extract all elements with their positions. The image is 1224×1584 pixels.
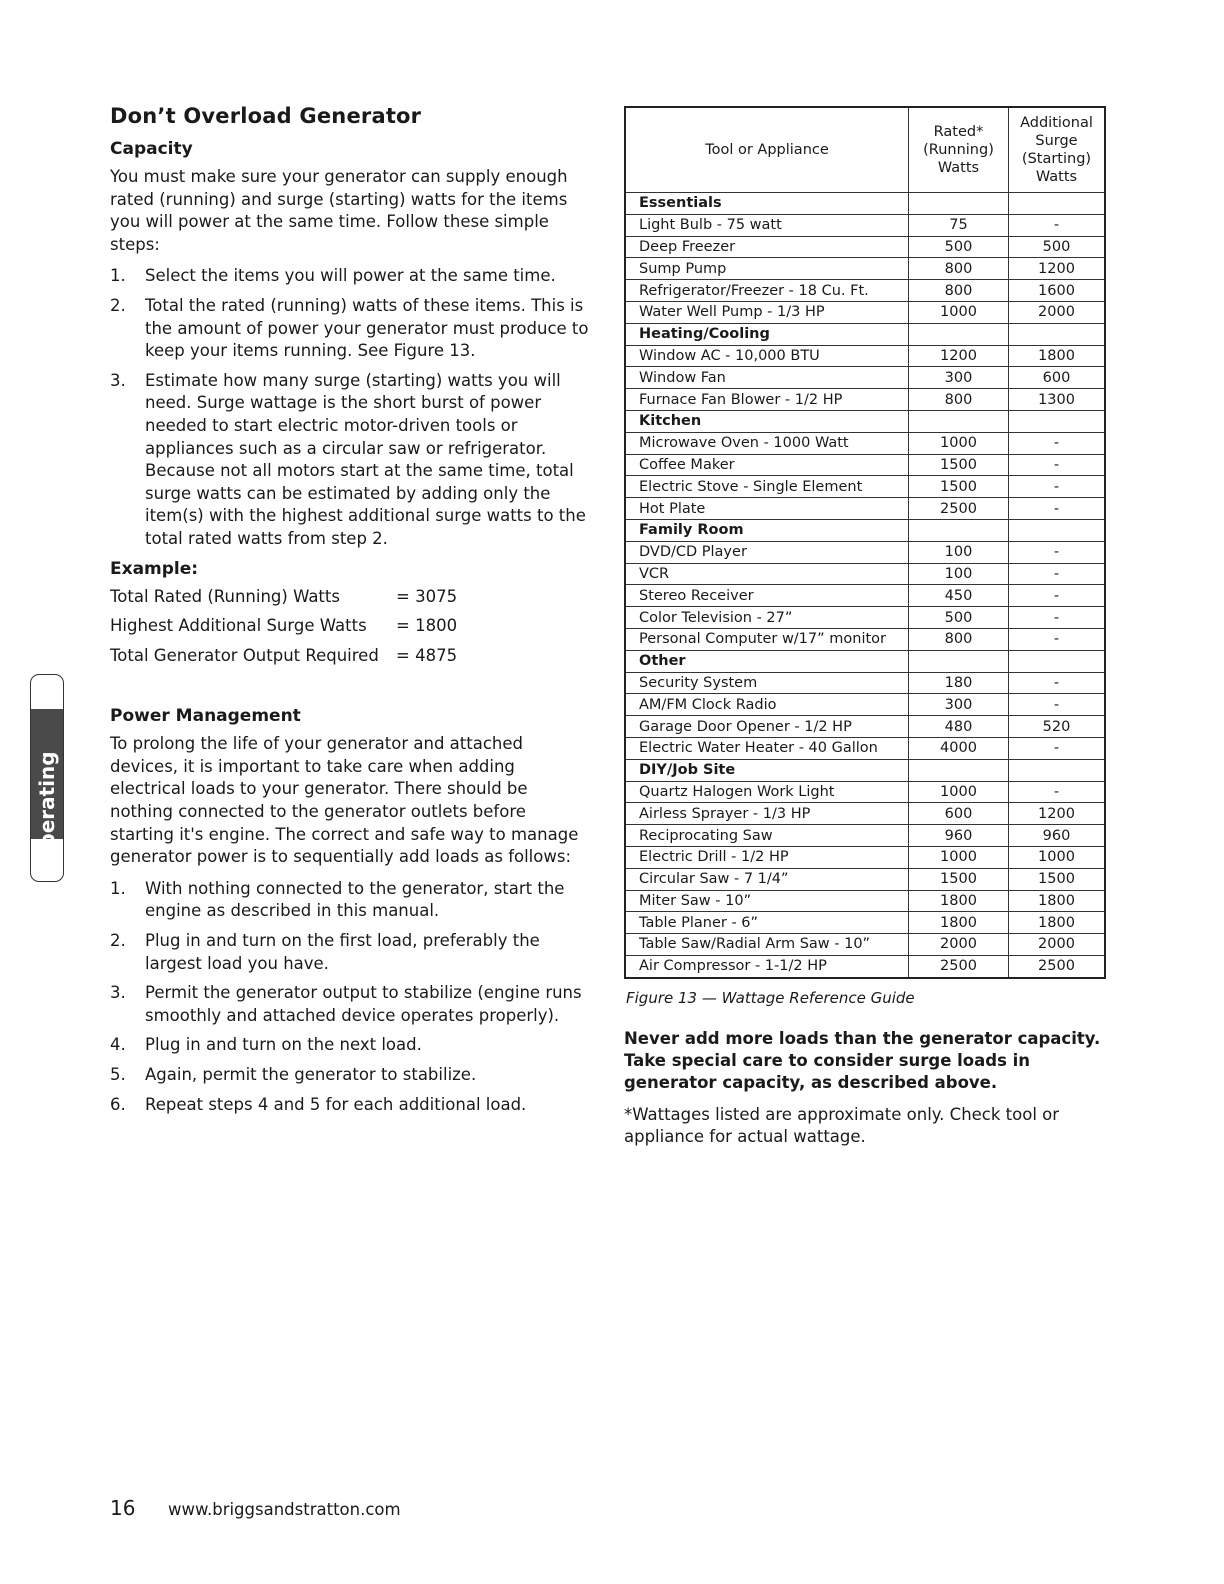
website-url: www.briggsandstratton.com <box>168 1500 401 1519</box>
step-text: Total the rated (running) watts of these items. This is the amount of power your generator must produce to keep your items running. See Figure 13. <box>145 295 589 361</box>
rated-watts: 450 <box>909 585 1009 607</box>
empty-cell <box>1009 650 1106 672</box>
appliance-name: Electric Drill - 1/2 HP <box>625 846 909 868</box>
category-row <box>625 519 1105 541</box>
surge-watts: - <box>1009 737 1106 759</box>
capacity-heading: Capacity <box>110 139 193 159</box>
category-name: Heating/Cooling <box>625 323 909 345</box>
empty-cell <box>909 193 1009 215</box>
table-row <box>625 716 1105 738</box>
example-row <box>110 586 590 609</box>
overload-warning: Never add more loads than the generator capacity. Take special care to consider surge loads in generator capacity, as described above. <box>624 1028 1101 1092</box>
table-row <box>625 585 1105 607</box>
surge-watts: 520 <box>1009 716 1106 738</box>
rated-watts: 600 <box>909 803 1009 825</box>
page-number: 16 <box>110 1496 136 1520</box>
surge-watts: 600 <box>1009 367 1106 389</box>
surge-watts: - <box>1009 781 1106 803</box>
surge-watts: 1000 <box>1009 846 1106 868</box>
table-row <box>625 258 1105 280</box>
appliance-name: Window Fan <box>625 367 909 389</box>
empty-cell <box>1009 193 1106 215</box>
wattage-table <box>624 106 1106 979</box>
rated-watts: 800 <box>909 280 1009 302</box>
table-row <box>625 280 1105 302</box>
step-number: 6. <box>110 1094 126 1114</box>
appliance-name: Refrigerator/Freezer - 18 Cu. Ft. <box>625 280 909 302</box>
table-row <box>625 367 1105 389</box>
rated-watts: 1200 <box>909 345 1009 367</box>
surge-watts: 1800 <box>1009 345 1106 367</box>
rated-watts: 75 <box>909 214 1009 236</box>
rated-watts: 480 <box>909 716 1009 738</box>
category-row <box>625 323 1105 345</box>
rated-watts: 1000 <box>909 301 1009 323</box>
empty-cell <box>909 323 1009 345</box>
surge-watts: - <box>1009 432 1106 454</box>
appliance-name: Stereo Receiver <box>625 585 909 607</box>
appliance-name: Miter Saw - 10” <box>625 890 909 912</box>
step-text: Estimate how many surge (starting) watts you will need. Surge wattage is the short burst of power needed to start electric motor-driven tools or appliances such as a circular saw or refrigerator. Because not all motors start at the same time, total surge watts can be estimated by adding only the item(s) with the highest additional surge watts to the total rated watts from step 2. <box>145 370 586 548</box>
surge-watts: - <box>1009 563 1106 585</box>
surge-watts: - <box>1009 628 1106 650</box>
appliance-name: AM/FM Clock Radio <box>625 694 909 716</box>
category-name: Kitchen <box>625 410 909 432</box>
step-text: Plug in and turn on the first load, preferably the largest load you have. <box>145 931 540 973</box>
appliance-name: Water Well Pump - 1/3 HP <box>625 301 909 323</box>
right-column <box>624 106 1110 1148</box>
empty-cell <box>1009 323 1106 345</box>
step-number: 3. <box>110 983 126 1003</box>
table-row <box>625 825 1105 847</box>
surge-watts: 500 <box>1009 236 1106 258</box>
step-number: 5. <box>110 1065 126 1084</box>
appliance-name: Airless Sprayer - 1/3 HP <box>625 803 909 825</box>
rated-watts: 180 <box>909 672 1009 694</box>
wattage-footnote: *Wattages listed are approximate only. Check tool or appliance for actual wattage. <box>624 1104 1060 1146</box>
step-text: With nothing connected to the generator, start the engine as described in this manual. <box>145 878 565 921</box>
example-row <box>110 645 590 668</box>
rated-watts: 300 <box>909 694 1009 716</box>
page-footer <box>110 1496 401 1520</box>
example-value: = 1800 <box>396 616 458 636</box>
figure-caption: Figure 13 — Wattage Reference Guide <box>626 988 915 1007</box>
table-row <box>625 236 1105 258</box>
empty-cell <box>909 519 1009 541</box>
category-row <box>625 410 1105 432</box>
rated-watts: 300 <box>909 367 1009 389</box>
step-text: Repeat steps 4 and 5 for each additional load. <box>145 1094 527 1114</box>
power-management-step-1 <box>110 878 590 923</box>
rated-watts: 960 <box>909 825 1009 847</box>
power-management-step-3 <box>110 982 590 1027</box>
rated-watts: 1500 <box>909 868 1009 890</box>
category-row <box>625 650 1105 672</box>
example-label: Highest Additional Surge Watts <box>110 616 367 636</box>
example-value: = 4875 <box>396 645 458 665</box>
surge-watts: 1800 <box>1009 890 1106 912</box>
empty-cell <box>909 410 1009 432</box>
rated-watts: 2000 <box>909 934 1009 956</box>
power-management-step-6 <box>110 1094 590 1117</box>
appliance-name: Hot Plate <box>625 498 909 520</box>
table-row <box>625 498 1105 520</box>
appliance-name: Table Saw/Radial Arm Saw - 10” <box>625 934 909 956</box>
power-management-heading: Power Management <box>110 706 301 727</box>
appliance-name: Furnace Fan Blower - 1/2 HP <box>625 389 909 411</box>
rated-watts: 800 <box>909 258 1009 280</box>
appliance-name: Table Planer - 6” <box>625 912 909 934</box>
step-text: Permit the generator output to stabilize (engine runs smoothly and attached device operates properly). <box>145 983 582 1025</box>
capacity-steps-list <box>110 265 590 550</box>
empty-cell <box>1009 519 1106 541</box>
rated-watts: 800 <box>909 628 1009 650</box>
rated-watts: 100 <box>909 563 1009 585</box>
appliance-name: Light Bulb - 75 watt <box>625 214 909 236</box>
surge-watts: - <box>1009 476 1106 498</box>
capacity-intro: You must make sure your generator can supply enough rated (running) and surge (starting) watts for the items you will power at the same time. Follow these simple steps: <box>110 167 568 254</box>
table-row <box>625 389 1105 411</box>
example-label: Total Generator Output Required <box>110 645 379 665</box>
table-body <box>625 193 1105 978</box>
appliance-name: Deep Freezer <box>625 236 909 258</box>
appliance-name: DVD/CD Player <box>625 541 909 563</box>
rated-watts: 1000 <box>909 432 1009 454</box>
surge-watts: 1200 <box>1009 258 1106 280</box>
appliance-name: Quartz Halogen Work Light <box>625 781 909 803</box>
category-name: Other <box>625 650 909 672</box>
table-row <box>625 607 1105 629</box>
table-row <box>625 868 1105 890</box>
appliance-name: Color Television - 27” <box>625 607 909 629</box>
table-row <box>625 628 1105 650</box>
section-tab-label: Operating <box>35 751 59 865</box>
step-text: Select the items you will power at the same time. <box>145 266 556 286</box>
appliance-name: Air Compressor - 1-1/2 HP <box>625 955 909 977</box>
surge-watts: - <box>1009 498 1106 520</box>
appliance-name: Coffee Maker <box>625 454 909 476</box>
table-row <box>625 301 1105 323</box>
empty-cell <box>1009 759 1106 781</box>
table-row <box>625 803 1105 825</box>
page-title: Don’t Overload Generator <box>110 104 422 128</box>
rated-watts: 4000 <box>909 737 1009 759</box>
power-management-step-4 <box>110 1034 590 1057</box>
example-value: = 3075 <box>396 586 458 606</box>
example-label: Total Rated (Running) Watts <box>110 586 340 606</box>
table-header-row <box>625 107 1105 193</box>
surge-watts: - <box>1009 454 1106 476</box>
table-row <box>625 345 1105 367</box>
category-name: Family Room <box>625 519 909 541</box>
table-row <box>625 214 1105 236</box>
capacity-step-1 <box>110 265 590 288</box>
rated-watts: 2500 <box>909 955 1009 977</box>
surge-watts: 2000 <box>1009 301 1106 323</box>
rated-watts: 1000 <box>909 781 1009 803</box>
surge-watts: - <box>1009 585 1106 607</box>
empty-cell <box>1009 410 1106 432</box>
appliance-name: Circular Saw - 7 1/4” <box>625 868 909 890</box>
surge-watts: 2500 <box>1009 955 1106 977</box>
surge-watts: - <box>1009 672 1106 694</box>
empty-cell <box>909 650 1009 672</box>
table-row <box>625 890 1105 912</box>
surge-watts: - <box>1009 694 1106 716</box>
appliance-name: Microwave Oven - 1000 Watt <box>625 432 909 454</box>
category-row <box>625 193 1105 215</box>
surge-watts: 960 <box>1009 825 1106 847</box>
section-tab-band <box>31 709 63 865</box>
appliance-name: VCR <box>625 563 909 585</box>
step-text: Plug in and turn on the next load. <box>145 1035 422 1055</box>
category-name: DIY/Job Site <box>625 759 909 781</box>
category-row <box>625 759 1105 781</box>
example-heading: Example: <box>110 558 199 579</box>
power-management-intro: To prolong the life of your generator and attached devices, it is important to take care when adding electrical loads to your generator. There should be nothing connected to the generator outlets before starting it's engine. The correct and safe way to manage generator power is to sequentially add loads as follows: <box>110 734 579 867</box>
surge-watts: 1600 <box>1009 280 1106 302</box>
surge-watts: 1500 <box>1009 868 1106 890</box>
capacity-step-2 <box>110 295 590 363</box>
table-row <box>625 737 1105 759</box>
table-row <box>625 541 1105 563</box>
appliance-name: Personal Computer w/17” monitor <box>625 628 909 650</box>
capacity-step-3 <box>110 370 590 551</box>
header-surge-watts: Additional Surge (Starting) Watts <box>1009 107 1106 193</box>
surge-watts: 1300 <box>1009 389 1106 411</box>
table-row <box>625 454 1105 476</box>
rated-watts: 1000 <box>909 846 1009 868</box>
appliance-name: Reciprocating Saw <box>625 825 909 847</box>
appliance-name: Window AC - 10,000 BTU <box>625 345 909 367</box>
table-row <box>625 955 1105 977</box>
power-management-step-2 <box>110 930 590 975</box>
table-row <box>625 912 1105 934</box>
appliance-name: Electric Water Heater - 40 Gallon <box>625 737 909 759</box>
surge-watts: - <box>1009 214 1106 236</box>
table-row <box>625 934 1105 956</box>
left-column <box>110 138 590 1123</box>
rated-watts: 800 <box>909 389 1009 411</box>
rated-watts: 1500 <box>909 476 1009 498</box>
rated-watts: 100 <box>909 541 1009 563</box>
table-row <box>625 563 1105 585</box>
example-row <box>110 615 590 638</box>
appliance-name: Garage Door Opener - 1/2 HP <box>625 716 909 738</box>
surge-watts: 1200 <box>1009 803 1106 825</box>
rated-watts: 500 <box>909 236 1009 258</box>
surge-watts: 2000 <box>1009 934 1106 956</box>
step-number: 1. <box>110 266 126 286</box>
appliance-name: Electric Stove - Single Element <box>625 476 909 498</box>
rated-watts: 1800 <box>909 890 1009 912</box>
step-number: 2. <box>110 295 126 315</box>
table-row <box>625 694 1105 716</box>
table-row <box>625 846 1105 868</box>
rated-watts: 2500 <box>909 498 1009 520</box>
power-management-steps-list <box>110 878 590 1116</box>
table-row <box>625 432 1105 454</box>
surge-watts: - <box>1009 607 1106 629</box>
table-row <box>625 476 1105 498</box>
table-row <box>625 672 1105 694</box>
appliance-name: Security System <box>625 672 909 694</box>
section-tab <box>30 674 64 882</box>
surge-watts: - <box>1009 541 1106 563</box>
example-rows <box>110 586 590 668</box>
rated-watts: 1500 <box>909 454 1009 476</box>
step-number: 1. <box>110 878 126 898</box>
appliance-name: Sump Pump <box>625 258 909 280</box>
header-tool-or-appliance: Tool or Appliance <box>625 107 909 193</box>
category-name: Essentials <box>625 193 909 215</box>
power-management-step-5 <box>110 1064 590 1087</box>
header-rated-watts: Rated* (Running) Watts <box>909 107 1009 193</box>
step-text: Again, permit the generator to stabilize. <box>145 1065 477 1084</box>
step-number: 4. <box>110 1035 126 1055</box>
table-row <box>625 781 1105 803</box>
step-number: 3. <box>110 370 126 390</box>
rated-watts: 500 <box>909 607 1009 629</box>
rated-watts: 1800 <box>909 912 1009 934</box>
step-number: 2. <box>110 931 126 951</box>
empty-cell <box>909 759 1009 781</box>
surge-watts: 1800 <box>1009 912 1106 934</box>
